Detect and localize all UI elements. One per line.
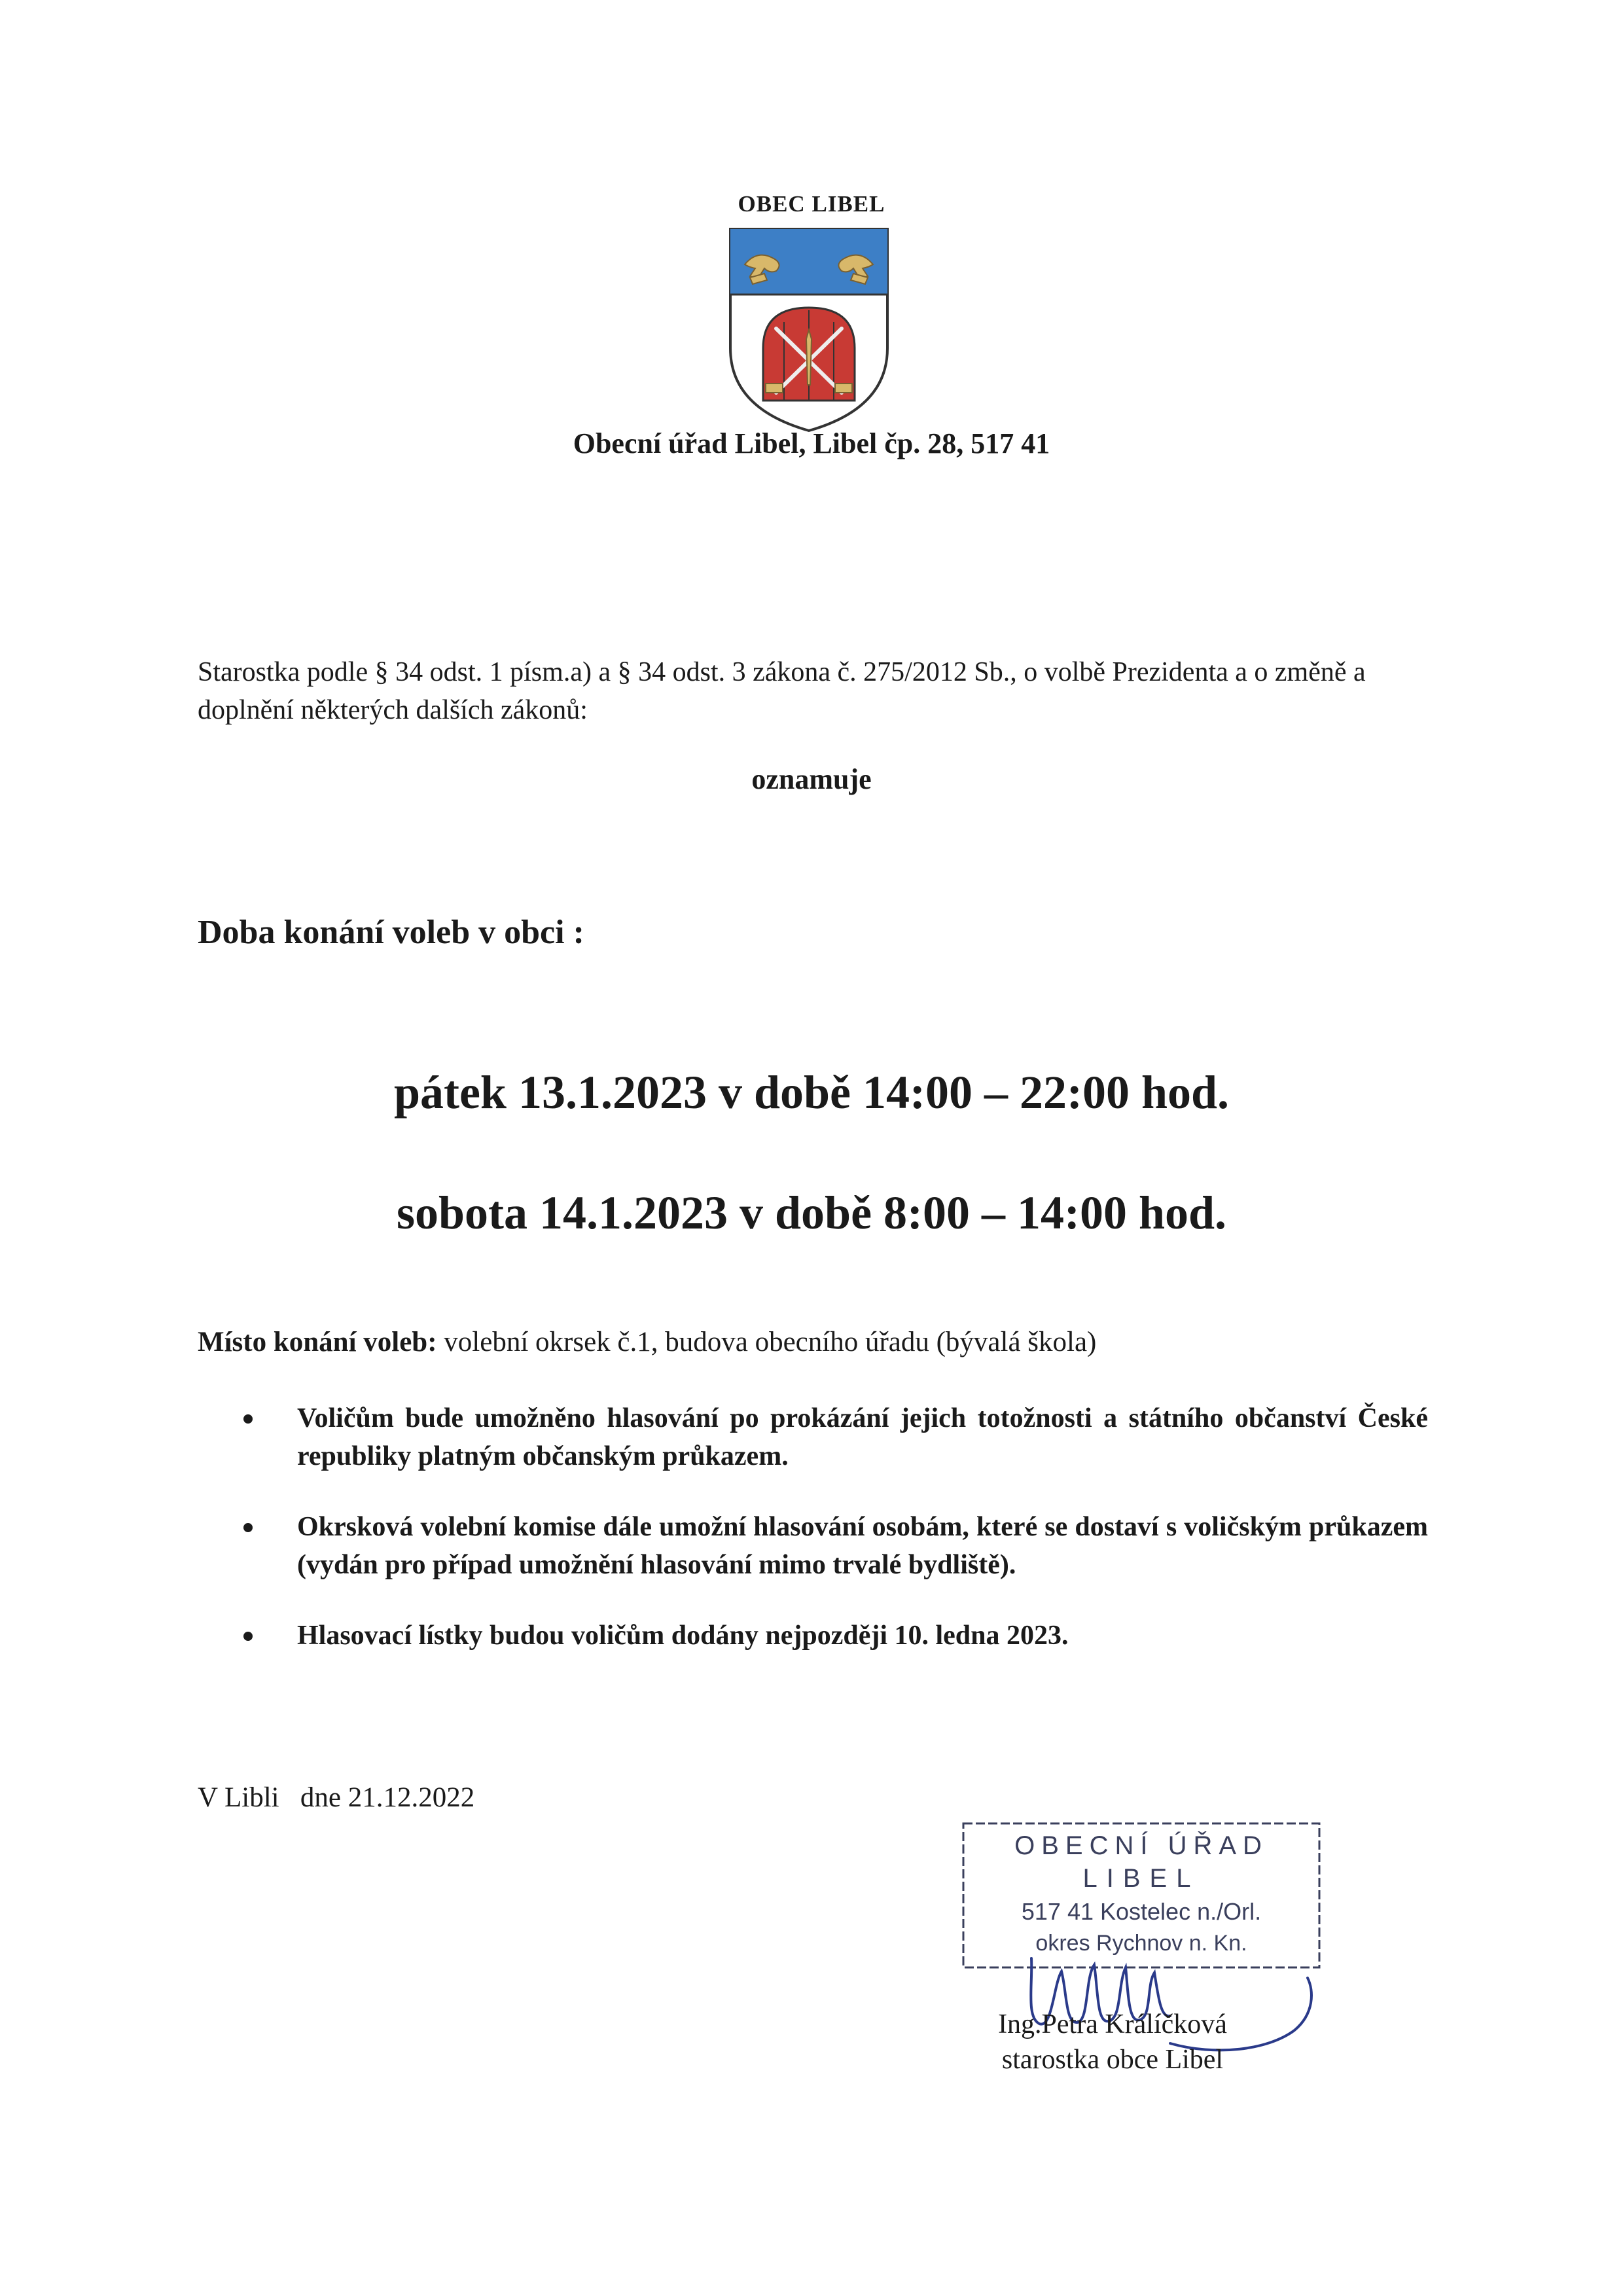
signatory-role: starostka obce Libel — [1001, 2045, 1224, 2075]
list-item — [243, 1508, 1428, 1584]
list-item — [243, 1399, 1428, 1475]
election-place-value: volební okrsek č.1, budova obecního úřadu (bývalá škola) — [437, 1327, 1097, 1357]
election-date-saturday: sobota 14.1.2023 v době 8:00 – 14:00 hod. — [396, 1187, 1227, 1239]
office-address: Obecní úřad Libel, Libel čp. 28, 517 41 — [573, 427, 1050, 459]
list-item-text: Hlasovací lístky budou voličům dodány nejpozději 10. ledna 2023. — [297, 1621, 1069, 1651]
place-and-date: V Libli dne 21.12.2022 — [198, 1782, 475, 1813]
list-item — [243, 1617, 1428, 1655]
list-item-text: Voličům bude umožněno hlasování po prokázání jejich totožnosti a státního občanství České republiky platným občanským průkazem. — [297, 1403, 1428, 1471]
coat-of-arms-icon — [725, 224, 893, 435]
election-date-friday: pátek 13.1.2023 v době 14:00 – 22:00 hod. — [393, 1066, 1230, 1119]
signatory — [942, 2007, 1283, 2077]
announcement-verb: oznamuje — [751, 763, 872, 795]
intro-paragraph: Starostka podle § 34 odst. 1 písm.a) a § 34 odst. 3 zákona č. 275/2012 Sb., o volbě Prezidenta a o změně a doplnění některých dalších zákonů: — [198, 657, 1366, 725]
crest-title: OBEC LIBEL — [738, 191, 885, 217]
list-item-text: Okrsková volební komise dále umožní hlasování osobám, které se dostaví s voličským průkazem (vydán pro případ umožnění hlasování mimo trvalé bydliště). — [297, 1512, 1428, 1580]
information-list — [243, 1399, 1428, 1687]
bullet-icon — [243, 1523, 253, 1532]
stamp-line-4: okres Rychnov n. Kn. — [1035, 1931, 1247, 1956]
signatory-name: Ing.Petra Králíčková — [998, 2009, 1227, 2039]
bullet-icon — [243, 1414, 253, 1424]
stamp-line-1: OBECNÍ ÚŘAD — [1014, 1831, 1268, 1860]
election-place-label: Místo konání voleb: — [198, 1327, 437, 1357]
bullet-icon — [243, 1632, 253, 1641]
election-time-heading: Doba konání voleb v obci : — [198, 914, 584, 951]
stamp-line-2: LIBEL — [1082, 1864, 1200, 1893]
stamp-line-3: 517 41 Kostelec n./Orl. — [1021, 1898, 1262, 1925]
election-place — [198, 1326, 1096, 1358]
